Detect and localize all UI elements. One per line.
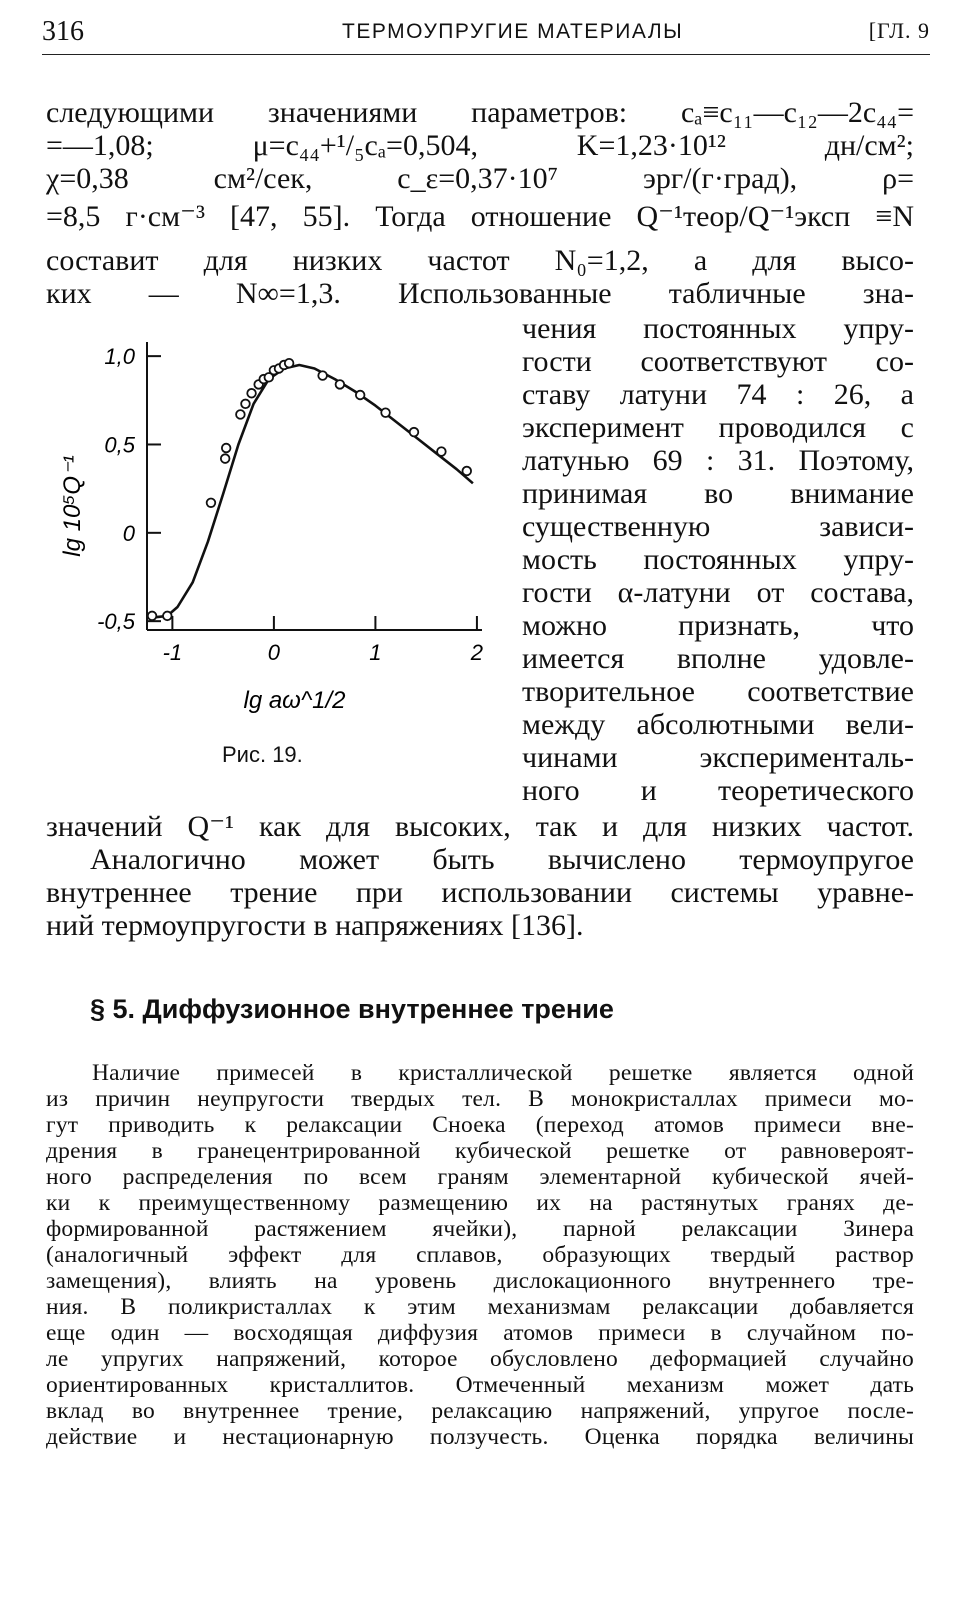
data-point: [236, 410, 245, 419]
text-line: формированной растяжением ячейки), парной релаксации Зинера: [46, 1216, 914, 1242]
text-line: ориентированных кристаллитов. Отмеченный механизм может дать: [46, 1372, 914, 1398]
figure-caption: Рис. 19.: [222, 742, 303, 767]
text-line: эксперимент проводился с: [522, 411, 914, 444]
text-line: ного распределения по всем граням элементарной кубической ячей-: [46, 1164, 914, 1190]
text-line: замещения), влиять на уровень дислокационного внутреннего тре-: [46, 1268, 914, 1294]
text-line: вклад во внутреннее трение, релаксацию напряжений, упругое после-: [46, 1398, 914, 1424]
y-tick-label: 1,0: [104, 344, 135, 370]
text-line: латунью 69 : 31. Поэтому,: [522, 444, 914, 477]
text-line: χ=0,38 см²/сек, c_ε=0,37·10⁷ эрг/(г·град), ρ=: [46, 162, 914, 195]
text-line: ния. В поликристаллах к этим механизмам релаксации добавляется: [46, 1294, 914, 1320]
text-line: Наличие примесей в кристаллической решетке является одной: [92, 1060, 914, 1086]
text-line: между абсолютными вели-: [522, 708, 914, 741]
data-point: [163, 612, 172, 621]
data-point: [247, 389, 256, 398]
data-point: [241, 400, 250, 409]
data-point: [462, 467, 471, 476]
text-line: гут приводить к релаксации Сноека (переход атомов примеси вне-: [46, 1112, 914, 1138]
data-point: [437, 447, 446, 456]
text-line: творительное соответствие: [522, 675, 914, 708]
y-tick-label: 0: [122, 520, 135, 546]
data-point: [356, 391, 365, 400]
data-point: [207, 498, 216, 507]
y-tick-label: 0,5: [104, 432, 135, 458]
text-line: составит для низких частот N₀=1,2, а для высо-: [46, 244, 914, 277]
text-line: ного и теоретического: [522, 774, 914, 807]
text-line: ставу латуни 74 : 26, а: [522, 378, 914, 411]
text-line: гости соответствуют со-: [522, 345, 914, 378]
text-line: =8,5 г·см⁻³ [47, 55]. Тогда отношение Q⁻¹теор/Q⁻¹эксп ≡N: [46, 200, 914, 233]
theory-curve: [152, 365, 473, 618]
x-tick-label: 2: [470, 640, 484, 665]
text-line: существенную зависи-: [522, 510, 914, 543]
text-line: дрения в гранецентрированной кубической решетке от равновероят-: [46, 1138, 914, 1164]
x-axis-label: lg aω^1/2: [243, 687, 346, 714]
data-point: [148, 612, 157, 621]
x-tick-label: 0: [267, 640, 281, 665]
x-tick-label: -1: [162, 640, 183, 665]
text-line: значений Q⁻¹ как для высоких, так и для низких частот.: [46, 810, 914, 843]
chart-svg: [52, 330, 492, 740]
text-line: из причин неупругости твердых тел. В монокристаллах примеси мо-: [46, 1086, 914, 1112]
text-line: внутреннее трение при использовании системы уравне-: [46, 876, 914, 909]
data-point: [221, 454, 230, 463]
data-point: [318, 371, 327, 380]
running-title: ТЕРМОУПРУГИЕ МАТЕРИАЛЫ: [342, 20, 684, 43]
data-point: [222, 444, 231, 453]
y-axis-label: lg 10⁵Q⁻¹: [59, 455, 86, 557]
text-line: действие и нестационарную ползучесть. Оценка порядка величины: [46, 1424, 914, 1450]
text-line: ки к преимущественному размещению их на растянутых гранях де-: [46, 1190, 914, 1216]
running-header: [42, 10, 930, 55]
chapter-label: [ГЛ. 9: [868, 18, 930, 43]
text-line: мость постоянных упру-: [522, 543, 914, 576]
text-line: следующими значениями параметров: cₐ≡c₁₁—c₁₂—2c₄₄=: [46, 96, 914, 129]
data-point: [285, 359, 294, 368]
text-line: еще один — восходящая диффузия атомов примеси в случайном по-: [46, 1320, 914, 1346]
data-point: [336, 380, 345, 389]
text-line: (аналогичный эффект для сплавов, образующих твердый раствор: [46, 1242, 914, 1268]
data-point: [410, 428, 419, 437]
text-line: чения постоянных упру-: [522, 312, 914, 345]
text-line: ний термоупругости в напряжениях [136].: [46, 909, 584, 942]
text-line: принимая во внимание: [522, 477, 914, 510]
figure-19: [52, 330, 492, 760]
text-line: чинами эксперименталь-: [522, 741, 914, 774]
text-line: =—1,08; μ=c₄₄+¹/₅cₐ=0,504, K=1,23·10¹² дн/см²;: [46, 129, 914, 162]
text-line: ких — N∞=1,3. Использованные табличные зна-: [46, 277, 914, 310]
x-tick-label: 1: [369, 640, 382, 665]
text-line: имеется вполне удовле-: [522, 642, 914, 675]
section-heading: § 5. Диффузионное внутреннее трение: [90, 994, 614, 1024]
page-number: 316: [42, 16, 84, 47]
y-tick-label: -0,5: [97, 609, 135, 635]
text-line: Аналогично может быть вычислено термоупругое: [90, 843, 914, 876]
text-line: ле упругих напряжений, которое обусловлено деформацией случайно: [46, 1346, 914, 1372]
text-line: можно признать, что: [522, 609, 914, 642]
data-point: [381, 408, 390, 417]
text-line: гости α-латуни от состава,: [522, 576, 914, 609]
